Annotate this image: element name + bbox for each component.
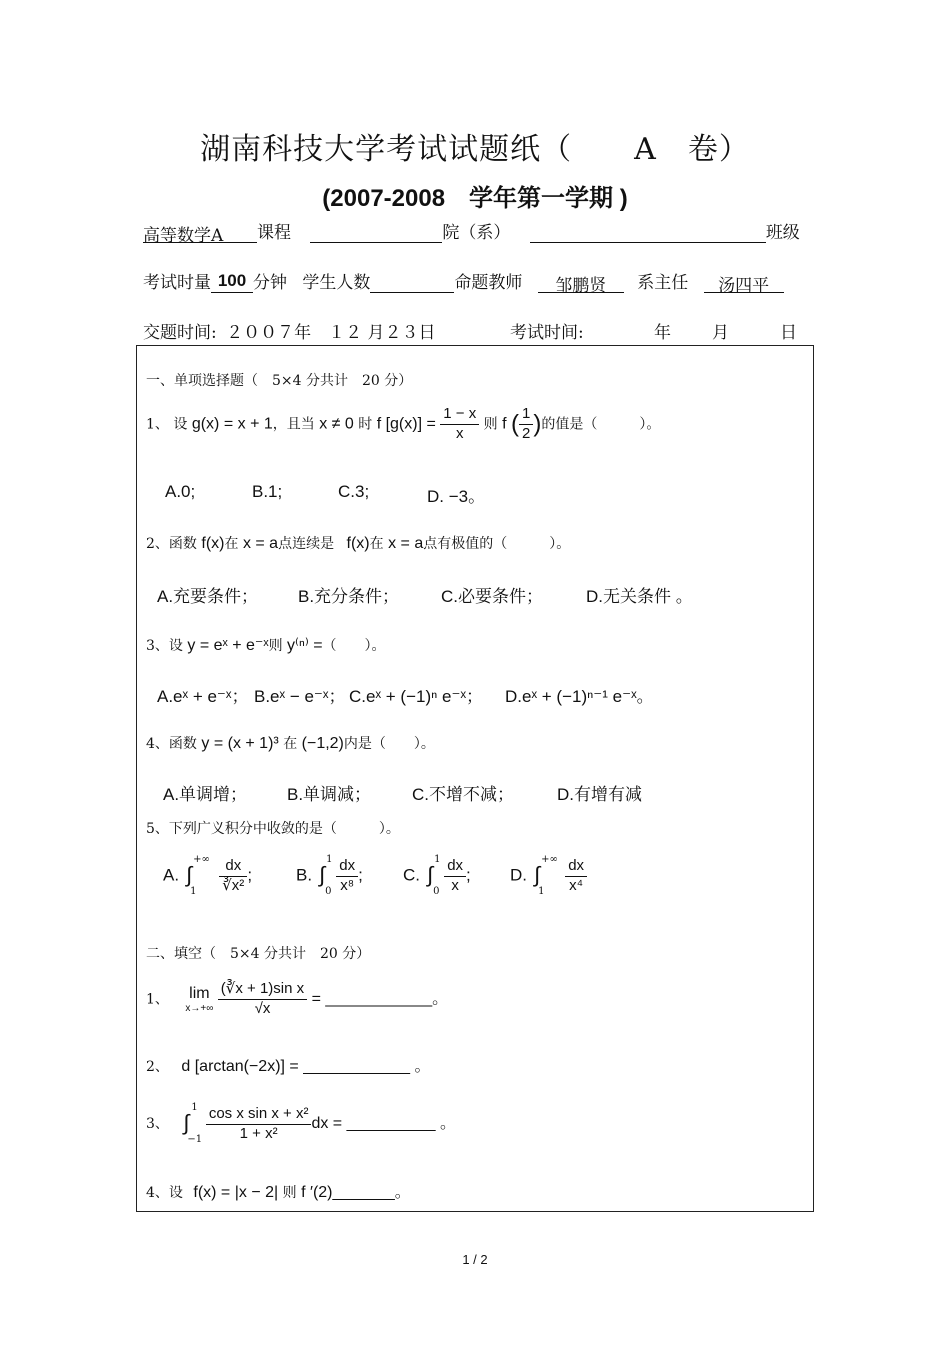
question-4 <box>146 733 435 753</box>
duration-value: 100 <box>211 271 253 293</box>
q1-expr: x ≠ 0 <box>319 415 354 433</box>
q1-expr: g(x) = x + 1 <box>191 415 273 433</box>
q4-option-c: C.不增不减； <box>412 785 514 804</box>
q2-text: 在 <box>224 536 239 552</box>
head-label: 系主任 <box>637 273 689 293</box>
frac-den: ∛x² <box>222 876 245 894</box>
students-label: 学生人数 <box>302 273 371 293</box>
f2-expr: d [arctan(−2x)] = <box>181 1058 299 1075</box>
integral-upper: 1 <box>326 854 333 865</box>
q3-option-d: D.eˣ + (−1)ⁿ⁻¹ e⁻ˣ。 <box>505 687 654 706</box>
q5-option-c <box>403 856 471 896</box>
integral-sign <box>184 854 210 897</box>
q2-option-a: A.充要条件； <box>157 587 259 606</box>
q1-option-c: C.3; <box>338 482 370 501</box>
frac-num: dx <box>565 857 587 877</box>
submit-value: ２００７年 １２ 月２３日 <box>226 323 436 343</box>
q1-text: 设 <box>173 416 188 433</box>
integral-sign <box>317 856 331 896</box>
q2-number: 2、函数 <box>146 536 197 552</box>
page-number: 1 / 2 <box>462 1252 488 1267</box>
q4-option-a: A.单调增； <box>163 785 248 804</box>
section2-heading: 二、填空（ 5×4 分共计 20 分） <box>146 946 371 962</box>
q1-text: ，且当 <box>272 416 315 433</box>
duration-unit: 分钟 <box>253 273 287 293</box>
f2-answer-blank[interactable]: ____________ 。 <box>303 1058 431 1075</box>
setter-value: 邹鹏贤 <box>538 271 624 293</box>
exam-time-month: 月 <box>712 323 729 343</box>
q3-text: （ ）。 <box>322 638 386 654</box>
integral-lower: 1 <box>190 886 197 897</box>
submit-label: 交题时间: <box>143 323 217 343</box>
q5-tail: ; <box>466 865 471 885</box>
integral-sign <box>183 1104 201 1144</box>
fill-3 <box>146 1104 456 1144</box>
frac-den: 1 + x² <box>239 1124 278 1142</box>
f3-fraction <box>206 1105 312 1144</box>
f4-text: 则 <box>282 1185 297 1201</box>
q2-option-c: C.必要条件； <box>441 587 543 606</box>
q2-expr: f(x) <box>346 535 370 552</box>
q1-frac-num: 1 − x <box>440 405 479 425</box>
limit-text: lim <box>189 984 210 1002</box>
limit-sub: x→+∞ <box>185 1002 214 1014</box>
duration-label: 考试时量 <box>143 273 211 293</box>
integral-lower: 1 <box>538 886 545 897</box>
q1-paren: ( <box>511 410 520 438</box>
q1-number: 1、 <box>146 416 169 433</box>
q1-arg-num: 1 <box>519 405 533 425</box>
q1-paren: ) <box>533 410 542 438</box>
frac-num: (∛x + 1)sin x <box>218 980 307 1000</box>
q5-d-fraction <box>565 857 587 896</box>
q2-option-b: B.充分条件； <box>298 587 400 606</box>
integral-lower: 0 <box>325 886 332 897</box>
head-value: 汤四平 <box>704 271 784 293</box>
f3-number: 3、 <box>146 1116 169 1132</box>
frac-den: x <box>451 876 459 894</box>
f4-expr: f(x) = |x − 2| <box>193 1184 279 1201</box>
integral-upper: +∞ <box>541 854 558 865</box>
class-label: 班级 <box>765 223 800 243</box>
info-row-duration <box>143 268 784 296</box>
q5-tail: ; <box>247 865 253 885</box>
q1-arg-den: 2 <box>522 424 531 442</box>
frac-num: cos x sin x + x² <box>206 1105 312 1125</box>
q2-expr: f(x) <box>201 535 225 552</box>
setter-label: 命题教师 <box>454 273 523 293</box>
q1-expr: f <box>502 415 507 433</box>
integral-upper: +∞ <box>193 854 210 865</box>
q2-option-d: D.无关条件 。 <box>586 587 693 606</box>
q5-option-label: D. <box>510 865 527 885</box>
college-label: 院（系） <box>442 223 511 243</box>
f3-expr: dx = <box>311 1115 343 1132</box>
f4-expr: f ′(2) <box>301 1184 333 1201</box>
q3-expr: y = eˣ + e⁻ˣ <box>187 637 269 654</box>
college-blank <box>530 221 766 243</box>
info-row-time <box>143 318 436 343</box>
q1-option-d: D. −3。 <box>427 487 486 506</box>
info-row-course <box>143 218 800 246</box>
q2-text: 点连续是 <box>278 536 335 552</box>
integral-sign <box>425 856 439 896</box>
question-box <box>136 345 814 1212</box>
q1-text: 时 <box>358 416 373 433</box>
fill-4 <box>146 1179 411 1202</box>
exam-time-label: 考试时间: <box>510 323 584 343</box>
f4-number: 4、设 <box>146 1185 183 1201</box>
course-value: 高等数学A <box>143 221 257 243</box>
q5-option-label: C. <box>403 865 420 885</box>
course-label: 课程 <box>257 223 291 243</box>
integral-icon: ∫ <box>427 862 434 887</box>
q3-option-c: C.eˣ + (−1)ⁿ e⁻ˣ； <box>349 687 484 706</box>
q2-expr: x = a <box>242 535 279 552</box>
q1-text: 则 <box>483 416 498 433</box>
frac-den: √x <box>254 999 271 1017</box>
q2-text: 在 <box>369 536 384 552</box>
limit <box>185 985 213 1014</box>
students-blank <box>370 271 454 293</box>
exam-time-day: 日 <box>780 323 797 343</box>
integral-lower: −1 <box>187 1134 203 1145</box>
q1-fraction <box>440 405 479 444</box>
course-blank <box>310 221 442 243</box>
q5-option-label: A. <box>163 865 180 885</box>
q2-text: 点有极值的（ ）。 <box>423 536 571 552</box>
q4-expr: (−1,2) <box>301 735 344 752</box>
f1-answer-blank[interactable]: = ____________。 <box>311 990 449 1008</box>
q4-option-b: B.单调减； <box>287 785 372 804</box>
integral-icon: ∫ <box>534 862 541 887</box>
frac-num: dx <box>219 857 247 877</box>
q1-text: 的值是（ ）。 <box>541 416 661 433</box>
frac-num: dx <box>444 857 466 877</box>
q4-text: 在 <box>283 736 298 752</box>
q3-text: 则 <box>268 638 283 654</box>
q1-option-b: B.1; <box>252 482 283 501</box>
fill-2 <box>146 1053 430 1076</box>
integral-upper: 1 <box>191 1102 198 1113</box>
q5-c-fraction <box>444 857 466 896</box>
q5-option-a <box>163 856 252 896</box>
f4-answer-blank[interactable]: _______。 <box>332 1184 411 1201</box>
f1-fraction <box>218 980 307 1019</box>
integral-icon: ∫ <box>183 1110 190 1135</box>
q1-option-a: A.0; <box>165 482 196 501</box>
q5-option-label: B. <box>296 865 313 885</box>
q1-frac-den: x <box>455 424 464 442</box>
q3-option-a: A.eˣ + e⁻ˣ； <box>157 687 249 706</box>
question-5: 5、下列广义积分中收敛的是（ ）。 <box>146 821 400 837</box>
integral-upper: 1 <box>434 854 441 865</box>
exam-subtitle: (2007-2008 学年第一学期 ) <box>322 185 628 212</box>
q5-a-fraction <box>219 857 247 896</box>
f2-number: 2、 <box>146 1059 169 1075</box>
exam-title: 湖南科技大学考试试题纸（ A 卷） <box>200 132 750 167</box>
frac-num: dx <box>336 857 358 877</box>
question-1 <box>146 405 660 444</box>
integral-icon: ∫ <box>186 862 193 887</box>
q1-arg-fraction <box>519 405 533 444</box>
q2-expr: x = a <box>388 535 424 552</box>
question-3 <box>146 635 386 655</box>
fill-1 <box>146 980 448 1019</box>
q1-expr: f [g(x)] = <box>376 415 436 433</box>
q5-tail: ; <box>358 865 363 885</box>
q3-number: 3、设 <box>146 638 183 654</box>
f1-number: 1、 <box>146 991 169 1008</box>
integral-icon: ∫ <box>319 862 326 887</box>
q4-number: 4、函数 <box>146 736 197 752</box>
q5-b-fraction <box>336 857 358 896</box>
q5-option-d <box>510 856 587 896</box>
q5-option-b <box>296 856 363 896</box>
exam-time-year: 年 <box>654 323 671 343</box>
section1-heading: 一、单项选择题（ 5×4 分共计 20 分） <box>146 373 413 389</box>
q4-option-d: D.有增有减 <box>557 785 642 804</box>
integral-lower: 0 <box>433 886 440 897</box>
f3-answer-blank[interactable]: __________ 。 <box>346 1115 457 1132</box>
integral-sign <box>532 854 558 897</box>
frac-den: x⁴ <box>569 876 584 894</box>
q3-expr: y⁽ⁿ⁾ = <box>287 637 323 654</box>
q4-expr: y = (x + 1)³ <box>201 735 279 752</box>
q3-option-b: B.eˣ − e⁻ˣ； <box>254 687 346 706</box>
question-2 <box>146 533 570 553</box>
q4-text: 内是（ ）。 <box>343 736 435 752</box>
frac-den: x⁸ <box>340 876 355 894</box>
